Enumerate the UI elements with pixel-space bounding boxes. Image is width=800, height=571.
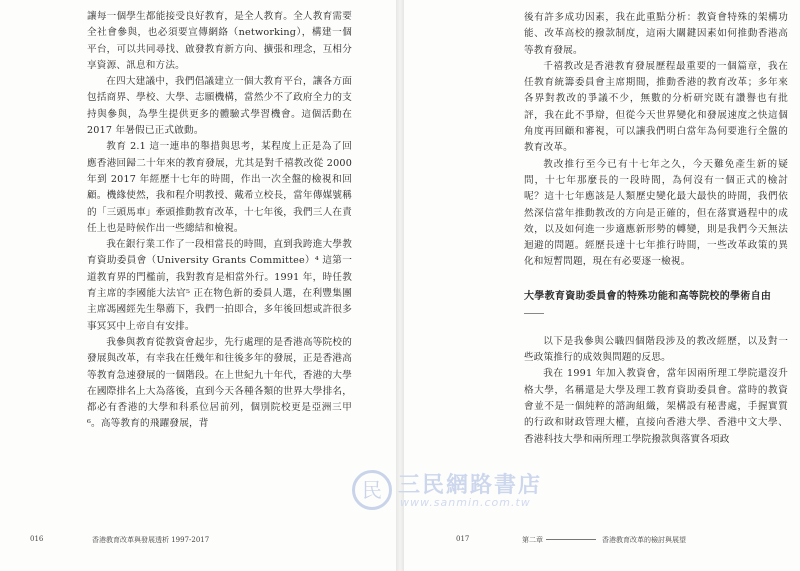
paragraph: 我在銀行業工作了一段相當長的時間，直到我跨進大學教育資助委員會（University Grants Committee）⁴ 這第一道教育界的門檻前，我對教育是相當外行。1991 年，時任教育主席的李國能大法官⁵ 正在物色新的委員人選，在利豐集團主席馮國經先生舉薦下，我們一拍即合，多年後回想或許很多事冥冥中上帝自有安排。 [87, 239, 352, 332]
section-heading: 大學教育資助委員會的特殊功能和高等院校的學術自由 [524, 290, 772, 302]
paragraph: 我在 1991 年加入教資會，當年因兩所理工學院還沒升格大學，名稱還是大學及理工教育資助委員會。當時的教資會並不是一個純粹的諮詢組織，架構設有秘書處，手握實質的行政和財政管理大權，直接向香港大學、香港中文大學、香港科技大學和兩所理工學院撥款與落實各項政 [524, 368, 788, 445]
heading-rule [524, 313, 544, 314]
footer-rule [546, 539, 596, 540]
chapter-label: 第二章 [522, 536, 543, 544]
paragraph: 後有許多成功因素，我在此重點分析：教資會特殊的架構功能、改革高校的撥款制度，這兩大關鍵因素如何推動香港高等教育發展。 [524, 12, 788, 56]
watermark [352, 470, 542, 522]
left-page-number: 016 [30, 535, 44, 543]
right-page-number: 017 [456, 535, 470, 543]
right-body-text [524, 10, 788, 448]
paragraph: 讓每一個學生都能接受良好教育，是全人教育。全人教育需要全社會參與，也必須要宣傳網絡（networking），構建一個平台，可以共同尋找、啟發教育新方向、擴張和理念，互相分享資源、訊息和方法。 [87, 11, 352, 71]
paragraph: 我參與教育從教資會起步，先行處理的是香港高等院校的發展與改革，有幸我在任幾年和往後多年的發展，正是香港高等教育急速發展的一個階段。在上世紀九十年代，香港的大學在國際排名上大為落後，直到今天各種各類的世界大學排名，都必有香港的大學和科系位居前列，個別院校更是亞洲三甲⁶。高等教育的飛躍發展，背 [87, 336, 352, 430]
paragraph: 以下是我參與公職四個階段涉及的教改經歷，以及對一些政策推行的成效與問題的反思。 [524, 335, 788, 364]
paragraph: 教改推行至今已有十七年之久，今天難免產生新的疑問，十七年那麼長的一段時間，為何沒有一個正式的檢討呢？這十七年應該是人類歷史變化最大最快的時間，我們依然深信當年推動教改的方向是正確的，但在落實過程中的成效，以及如何進一步適應新形勢的轉變，則是我們今天無法迴避的問題。經歷長達十七年推行時間，一些改革政策的異化和短暫問題，現在有必要逐一檢視。 [524, 158, 788, 268]
paragraph: 教育 2.1 這一連串的舉措與思考，某程度上正是為了回應香港回歸二十年來的教育發展，尤其是對千禧教改從 2000 年到 2017 年經歷十七年的時間，作出一次全盤的檢視和回顧。機緣使然，我和程介明教授、戴希立校長，當年傳媒號稱的「三頭馬車」牽頭推動教育改革，十七年後，我們三人在責任上也是時候作出一些總結和檢視。 [87, 141, 352, 234]
watermark-logo-icon: 民 [352, 470, 392, 510]
watermark-title: 三民網路書店 [398, 473, 543, 498]
right-running-title: 香港教育改革的檢討與展望 [602, 536, 686, 544]
watermark-url: www.sanmin.com.tw [400, 496, 531, 509]
paragraph: 在四大建議中，我們倡議建立一個大教育平台，讓各方面包括商界、學校、大學、志願機構，當然少不了政府全力的支持與參與，為學生提供更多的體驗式學習機會。這個活動在 2017 年暑假已正式啟動。 [87, 76, 352, 137]
paragraph: 千禧教改是香港教育發展歷程最重要的一個篇章，我在任教育統籌委員會主席期間，推動香港的教育改革；多年來各界對教改的爭議不少，無數的分析研究既有讚譽也有批評，我在此不爭辯，但從今天世界變化和發展速度之快這個角度再回顧和審視，可以讓我們明白當年為何要進行全盤的教育改革。 [524, 60, 788, 154]
left-running-title: 香港教育改革與發展透析 1997-2017 [92, 536, 210, 544]
left-body-text [87, 9, 352, 433]
left-page [0, 0, 396, 571]
